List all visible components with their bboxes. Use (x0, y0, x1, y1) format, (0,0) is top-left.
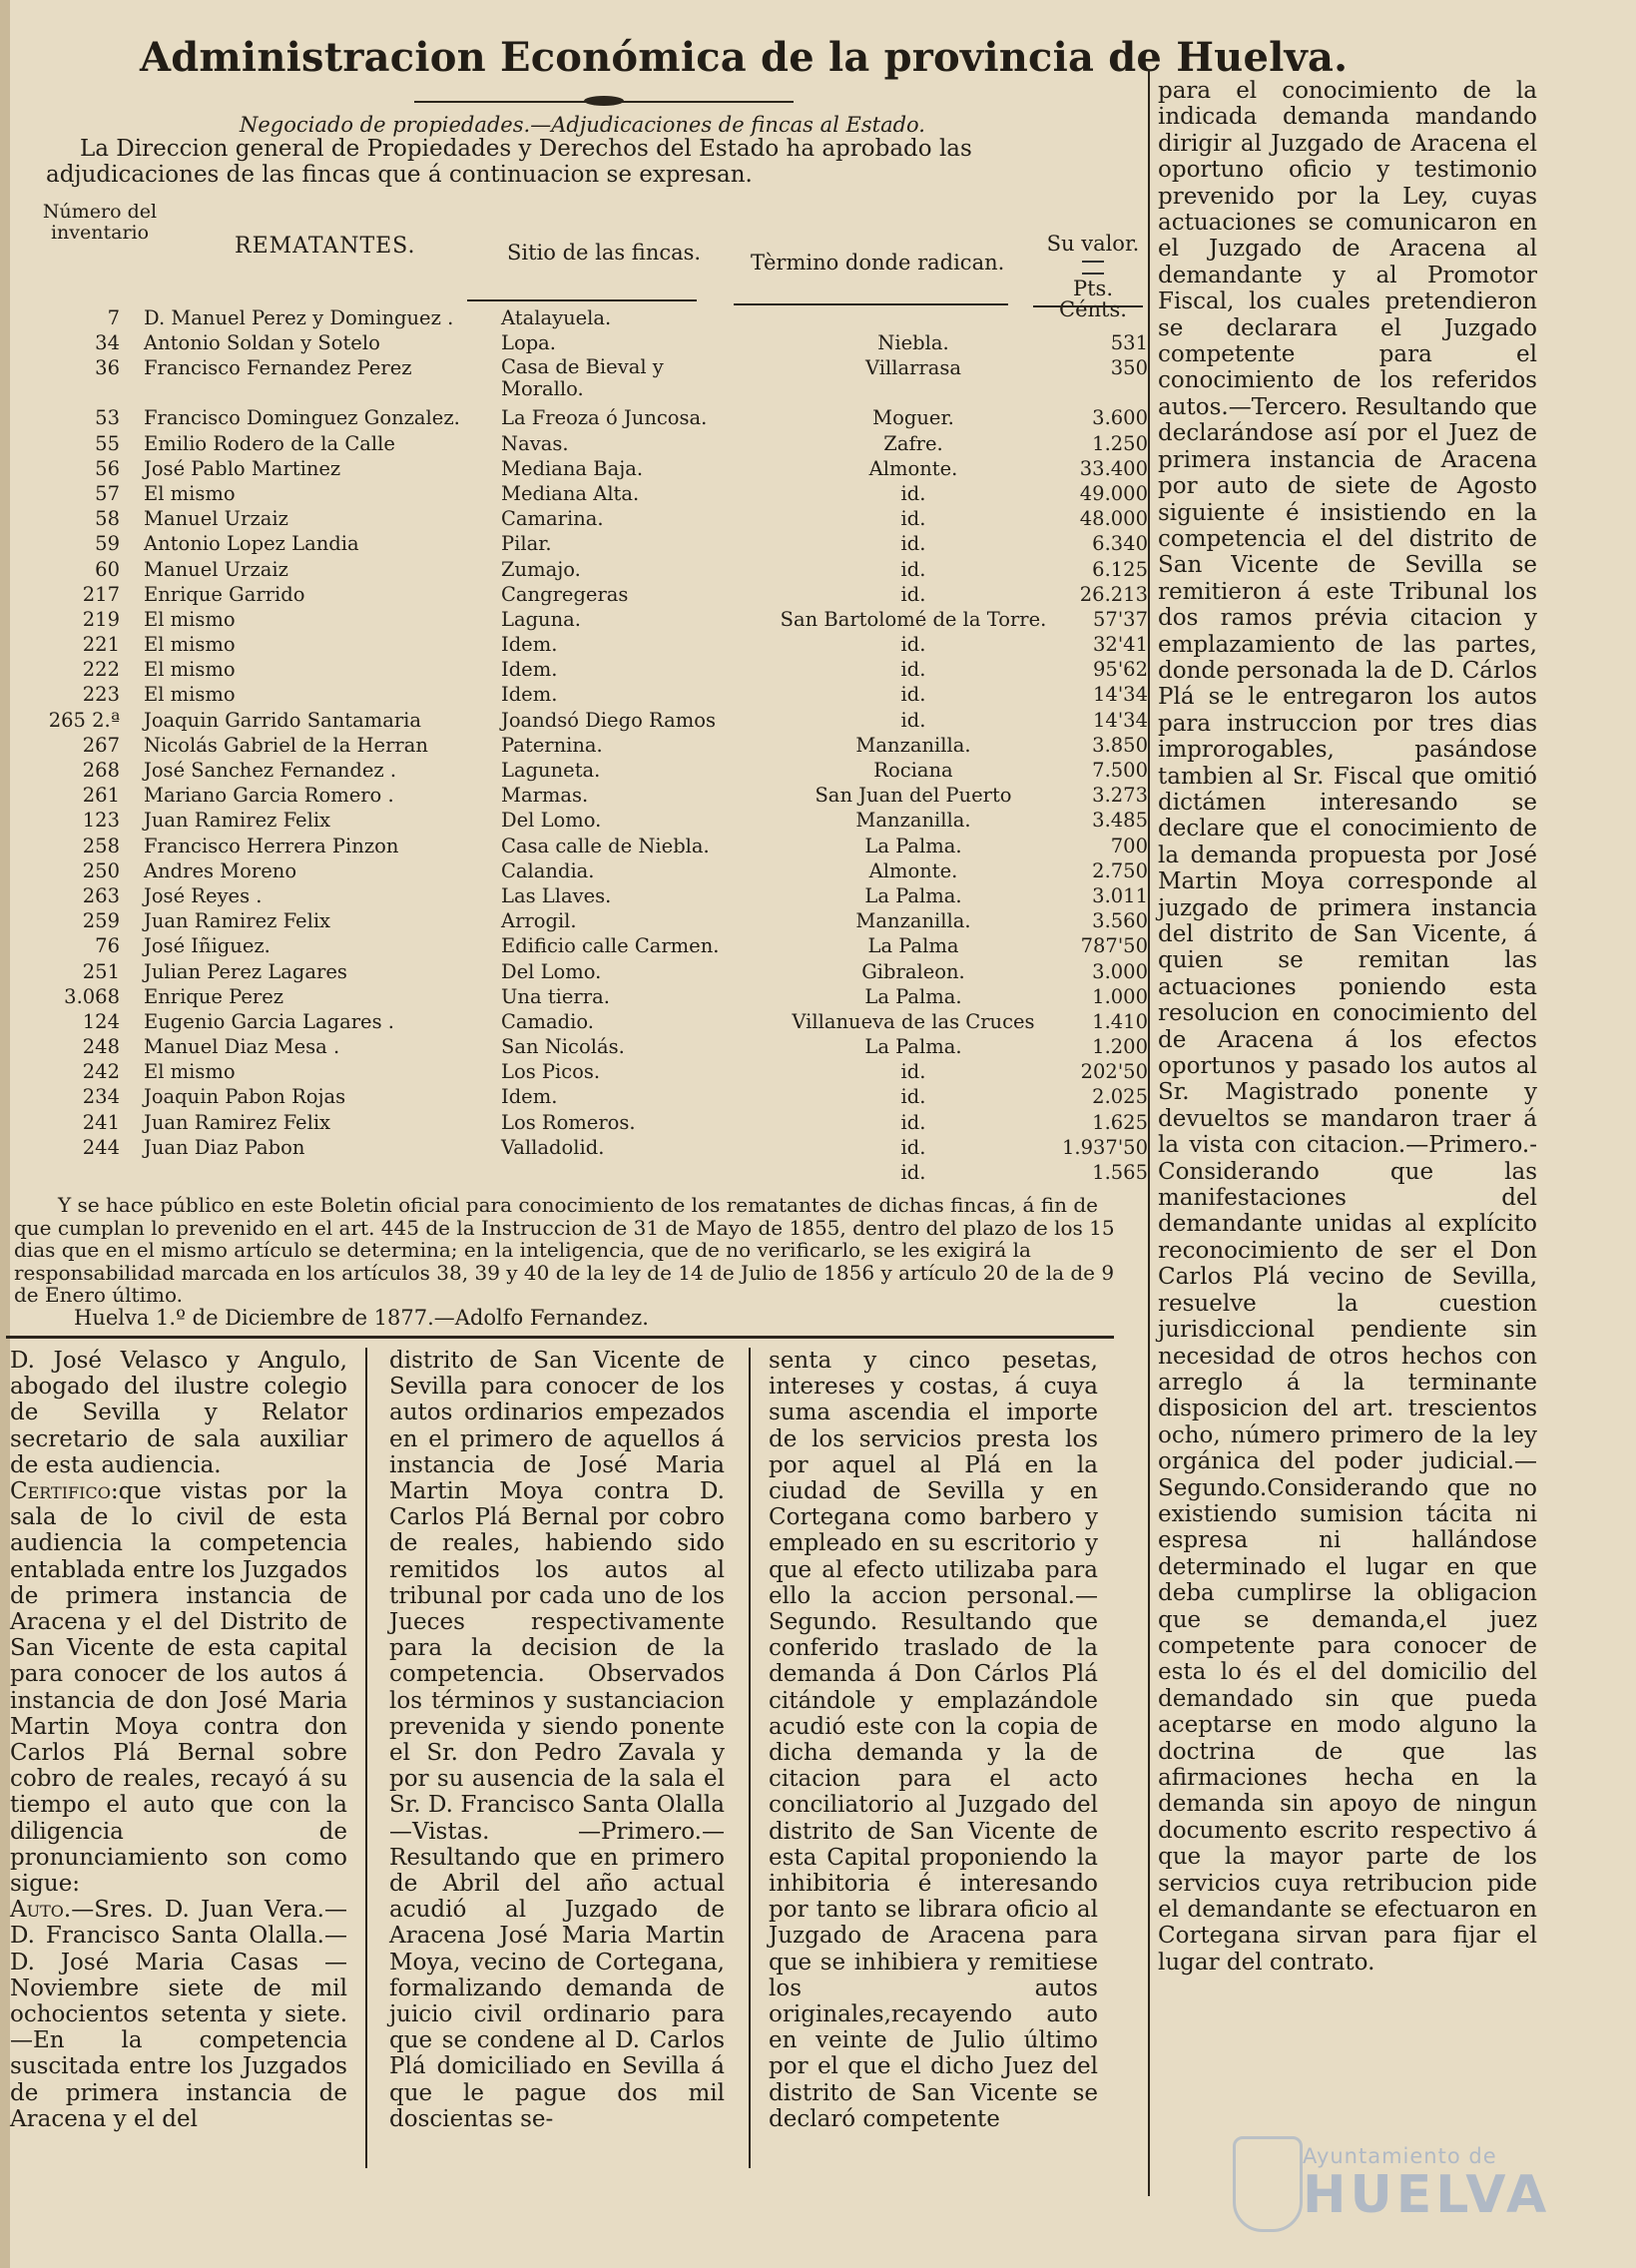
finca-site: Navas. (501, 431, 569, 455)
table-row (40, 331, 1158, 356)
rematante-name: El mismo (144, 1060, 236, 1084)
table-row (40, 482, 1158, 507)
finca-value: 1.250 (1092, 431, 1148, 455)
inventory-number: 217 (82, 582, 120, 606)
finca-value: 700 (1110, 834, 1148, 857)
inventory-number: 56 (95, 456, 120, 480)
table-row (40, 406, 1158, 431)
table-row (40, 1010, 1158, 1035)
rematante-name: Juan Ramirez Felix (144, 809, 331, 833)
rematante-name: El mismo (144, 633, 236, 657)
rematante-name: Andres Moreno (144, 858, 297, 882)
municipality: La Palma. (864, 984, 962, 1008)
finca-site: Pilar. (501, 532, 552, 556)
finca-site: Valladolid. (501, 1135, 605, 1159)
table-row (40, 306, 1158, 331)
rematante-name: Eugenio Garcia Lagares . (144, 1009, 395, 1033)
table-row (40, 934, 1158, 959)
municipality: Villarrasa (865, 356, 961, 380)
finca-value: 95'62 (1093, 658, 1148, 682)
article-column-1 (10, 1348, 347, 2132)
finca-value: 1.200 (1092, 1035, 1148, 1059)
municipality: Niebla. (877, 331, 949, 355)
finca-site: Paternina. (501, 733, 603, 757)
inventory-number: 250 (82, 858, 120, 882)
table-row (40, 583, 1158, 608)
inventory-number: 7 (107, 306, 120, 329)
municipality: id. (900, 708, 926, 732)
rematante-name: Juan Ramirez Felix (144, 1110, 331, 1134)
rematante-name: El mismo (144, 683, 236, 707)
inventory-number: 219 (82, 607, 120, 631)
municipality: La Palma. (864, 834, 962, 857)
valor-units: Pts. Cénts. (1059, 277, 1127, 321)
municipality: id. (900, 633, 926, 657)
rematante-name: Emilio Rodero de la Calle (144, 431, 395, 455)
rematante-name: Enrique Garrido (144, 582, 305, 606)
article-heading: D. José Velasco y Angulo, abogado del ilustre colegio de Sevilla y Relator secretario de sala auxiliar de esta audiencia. (10, 1348, 347, 1478)
finca-value: 14'34 (1093, 708, 1148, 732)
finca-value: 3.560 (1092, 909, 1148, 933)
column-header-rematantes: REMATANTES. (235, 234, 416, 259)
finca-value: 7.500 (1092, 759, 1148, 782)
inventory-number: 58 (95, 507, 120, 531)
table-row (40, 1060, 1158, 1085)
finca-value: 26.213 (1079, 582, 1148, 606)
table-row (40, 608, 1158, 633)
rematante-name: Manuel Urzaiz (144, 507, 288, 531)
rematante-name: Francisco Herrera Pinzon (144, 834, 399, 857)
inventory-number: 222 (82, 658, 120, 682)
inventory-number: 263 (82, 883, 120, 907)
municipality: Manzanilla. (855, 733, 971, 757)
rematante-name: Nicolás Gabriel de la Herran (144, 733, 428, 757)
table-row (40, 683, 1158, 708)
column-header-sitio: Sitio de las fincas. (507, 241, 702, 265)
finca-site: Los Romeros. (501, 1110, 636, 1134)
rematante-name: Joaquin Garrido Santamaria (144, 708, 422, 732)
municipality: id. (900, 507, 926, 531)
finca-site: La Freoza ó Juncosa. (501, 406, 708, 430)
table-row (40, 1035, 1158, 1060)
rematante-name: José Pablo Martinez (144, 456, 341, 480)
rematante-name: El mismo (144, 481, 236, 505)
inventory-number: 265 2.ª (48, 708, 120, 732)
inventory-number: 76 (95, 934, 120, 958)
table-row (40, 532, 1158, 557)
table-row (40, 356, 1158, 406)
inventory-number: 34 (95, 331, 120, 355)
municipality: Villanueva de las Cruces (792, 1009, 1035, 1033)
municipality: Zafre. (883, 431, 943, 455)
intro-paragraph: La Direccion general de Propiedades y Derechos del Estado ha aprobado las adjudicaciones de las fincas que á continuacion se expresan. (46, 136, 972, 188)
inventory-number: 259 (82, 909, 120, 933)
table-row (40, 432, 1158, 457)
municipality: id. (900, 481, 926, 505)
finca-site: Mediana Baja. (501, 456, 644, 480)
rematante-name: Manuel Diaz Mesa . (144, 1035, 340, 1059)
rematante-name: Mariano Garcia Romero . (144, 784, 394, 808)
inventory-number: 268 (82, 759, 120, 782)
municipality: La Palma (867, 934, 959, 958)
finca-value: 1.937'50 (1062, 1135, 1148, 1159)
table-row (40, 734, 1158, 759)
finca-site: Laguna. (501, 607, 581, 631)
finca-value: 57'37 (1093, 607, 1148, 631)
finca-site: Atalayuela. (501, 306, 612, 329)
article-text: —Sres. D. Juan Vera.—D. Francisco Santa Olalla.—D. José Maria Casas —Noviembre siete de mil ochocientos setenta y siete.—En la competencia suscitada entre los Juzgados de primera instancia de Aracena y el del (10, 1897, 347, 2132)
inventory-number: 242 (82, 1060, 120, 1084)
article-column-3 (769, 1348, 1098, 2132)
municipality: Almonte. (868, 456, 958, 480)
rematante-name: Joaquin Pabon Rojas (144, 1085, 346, 1109)
inventory-number: 60 (95, 557, 120, 581)
rematante-name: D. Manuel Perez y Dominguez . (144, 306, 454, 329)
finca-value: 3.850 (1092, 733, 1148, 757)
finca-site: Idem. (501, 633, 558, 657)
finca-site: Una tierra. (501, 984, 610, 1008)
finca-value: 6.125 (1092, 557, 1148, 581)
municipality: La Palma. (864, 1035, 962, 1059)
finca-value: 33.400 (1079, 456, 1148, 480)
finca-value: 3.485 (1092, 809, 1148, 833)
finca-site: Del Lomo. (501, 959, 602, 983)
inventory-number: 251 (82, 959, 120, 983)
finca-value: 1.625 (1092, 1110, 1148, 1134)
signature-line: Huelva 1.º de Diciembre de 1877.—Adolfo Fernandez. (74, 1306, 649, 1330)
finca-value: 1.565 (1092, 1161, 1148, 1184)
inventory-number: 267 (82, 733, 120, 757)
city-seal-watermark-icon (1233, 2136, 1303, 2232)
finca-value: 531 (1110, 331, 1148, 355)
municipality: Gibraleon. (861, 959, 965, 983)
municipality: id. (900, 683, 926, 707)
rematante-name: Juan Diaz Pabon (144, 1135, 305, 1159)
notice-paragraph: Y se hace público en este Boletin oficial para conocimiento de los rematantes de dichas fincas, á fin de que cumplan lo prevenido en el art. 445 de la Instruccion de 31 de Mayo de 1855, dentro del plazo de los 15 dias que en el mismo artículo se determina; en la inteligencia, que de no verificarlo, se les exigirá la responsabilidad marcada en los artículos 38, 39 y 40 de la ley de 14 de Julio de 1856 y artículo 20 de la de 9 de Enero último. (14, 1193, 1115, 1307)
rematante-name: José Iñiguez. (144, 934, 271, 958)
municipality: id. (900, 1110, 926, 1134)
table-row (40, 784, 1158, 809)
finca-site: Edificio calle Carmen. (501, 934, 720, 958)
inventory-number: 124 (82, 1009, 120, 1033)
table-row (40, 633, 1158, 658)
article-column-2 (389, 1348, 725, 2132)
inventory-number: 223 (82, 683, 120, 707)
municipality: Rociana (873, 759, 953, 782)
municipality: id. (900, 1135, 926, 1159)
finca-value: 14'34 (1093, 683, 1148, 707)
finca-site: Del Lomo. (501, 809, 602, 833)
section-divider (6, 1336, 1114, 1339)
lead-word: Auto. (10, 1897, 72, 1924)
table-row (40, 859, 1158, 884)
municipality: San Bartolomé de la Torre. (780, 607, 1047, 631)
inventory-number: 221 (82, 633, 120, 657)
table-row (40, 558, 1158, 583)
article-text: que vistas por la sala de lo civil de esta audiencia la competencia entablada entre los Juzgados de primera instancia de Aracena y el del Distrito de San Vicente de esta capital para conocer de los autos á instancia de don José Maria Martin Moya contra don Carlos Plá Bernal sobre cobro de reales, recayó á su tiempo el auto que con la diligencia de pronunciamiento son como sigue: (10, 1478, 347, 1898)
article-paragraph (10, 1897, 347, 2132)
table-row (40, 457, 1158, 482)
finca-site: Laguneta. (501, 759, 601, 782)
finca-value: 3.011 (1092, 883, 1148, 907)
article-text: distrito de San Vicente de Sevilla para conocer de los autos ordinarios empezados en el primero de aquellos á instancia de José Maria Martin Moya contra D. Carlos Plá Bernal por cobro de reales, habiendo sido remitidos los autos al tribunal por cada uno de los Jueces respectivamente para la decision de la competencia. Observados los términos y sustanciacion prevenida y siendo ponente el Sr. don Pedro Zavala y por su ausencia de la sala el Sr. D. Francisco Santa Olalla —Vistas. —Primero.—Resultando que en primero de Abril del año actual acudió al Juzgado de Aracena José Maria Martin Moya, vecino de Cortegana, formalizando demanda de juicio civil ordinario para que se condene al D. Carlos Plá domiciliado en Sevilla á que le pague dos mil doscientas se- (389, 1348, 725, 2132)
finca-value: 1.000 (1092, 984, 1148, 1008)
municipality: id. (900, 658, 926, 682)
article-text: para el conocimiento de la indicada demanda mandando dirigir al Juzgado de Aracena el oportuno oficio y testimonio prevenido por la Ley, cuyas actuaciones se comunicaron en el Juzgado de Aracena al demandante y al Promotor Fiscal, los cuales pretendieron se declarara el Juzgado competente para el conocimiento de los referidos autos.—Tercero. Resultando que declarándose así por el Juez de primera instancia de Aracena por auto de siete de Agosto siguiente é insistiendo en la competencia el del distrito de San Vicente de Sevilla se remitieron á este Tribunal los dos ramos prévia citacion y emplazamiento de las partes, donde personada la de D. Cárlos Plá se le entregaron los autos para instruccion por tres dias improrogables, pasándose tambien al Sr. Fiscal que omitió dictámen interesando se declare que el conocimiento de la demanda propuesta por José Martin Moya corresponde al juzgado de primera instancia del distrito de San Vicente, á quien se remitan las actuaciones poniendo esta resolucion en conocimiento del de Aracena á los efectos oportunos y pasado los autos al Sr. Magistrado ponente y devueltos se mandaron traer á la vista con citacion.—Primero.-Considerando que las manifestaciones del demandante unidas al explícito reconocimiento de ser el Don Carlos Plá vecino de Sevilla, resuelve la cuestion jurisdiccional pendiente sin necesidad de otros hechos con arreglo á la terminante disposicion del art. trescientos ocho, número primero de la ley orgánica del poder judicial.—Segundo.Considerando que no existiendo sumision tácita ni espresa ni hallándose determinado el lugar en que deba cumplirse la obligacion que se demanda,el juez competente para conocer de esta lo és el del domicilio del demandado sin que pueda aceptarse en modo alguno la doctrina de que las afirmaciones hecha en la demanda sin apoyo de ningun documento escrito respectivo á que la mayor parte de los servicios cuya retribucion pide el demandante se efectuaron en Cortegana sirvan para fijar el lugar del contrato. (1158, 78, 1537, 1976)
table-row (40, 658, 1158, 683)
rematante-name: José Reyes . (144, 883, 263, 907)
finca-site: Los Picos. (501, 1060, 601, 1084)
section-subhead: Negociado de propiedades.—Adjudicaciones de fincas al Estado. (240, 113, 925, 137)
municipality: Manzanilla. (855, 809, 971, 833)
table-row (40, 709, 1158, 734)
table-row (40, 759, 1158, 784)
adjudication-table (40, 306, 1158, 1186)
article-column-right (1158, 78, 1537, 1976)
inventory-number: 57 (95, 481, 120, 505)
finca-value: 3.273 (1092, 784, 1148, 808)
municipality: Moguer. (872, 406, 954, 430)
finca-site: Idem. (501, 658, 558, 682)
finca-site: Cangregeras (501, 582, 629, 606)
finca-value: 6.340 (1092, 532, 1148, 556)
finca-site: Zumajo. (501, 557, 581, 581)
municipality: id. (900, 557, 926, 581)
municipality: id. (900, 1060, 926, 1084)
finca-site: Las Llaves. (501, 883, 612, 907)
inventory-number: 59 (95, 532, 120, 556)
inventory-number: 258 (82, 834, 120, 857)
table-row (40, 507, 1158, 532)
municipality: San Juan del Puerto (815, 784, 1012, 808)
header-rule (467, 299, 697, 301)
finca-value: 3.000 (1092, 959, 1148, 983)
watermark (1303, 2144, 1551, 2225)
municipality: id. (900, 532, 926, 556)
finca-site: Lopa. (501, 331, 556, 355)
valor-label: Su valor. (1046, 232, 1140, 256)
finca-site: Joandsó Diego Ramos (501, 708, 716, 732)
finca-value: 202'50 (1080, 1060, 1148, 1084)
article-paragraph (10, 1478, 347, 1897)
column-rule (1148, 70, 1150, 2196)
table-row (40, 884, 1158, 909)
column-header-termino: Tèrmino donde radican. (751, 251, 1005, 275)
article-text: senta y cinco pesetas, intereses y costas, á cuya suma ascendia el importe de los servicios presta los por aquel al Plá en la ciudad de Sevilla y en Cortegana como barbero y empleado en su escritorio y que al efecto utilizaba para ello la accion personal.—Segundo. Resultando que conferido traslado de la demanda á Don Cárlos Plá citándole y emplazándole acudió este con la copia de dicha demanda y la de citacion para el acto conciliatorio al Juzgado del distrito de San Vicente de esta Capital proponiendo la inhibitoria é interesando por tanto se librara oficio al Juzgado de Aracena para que se inhibiera y remitiese los autos originales,recayendo auto en veinte de Julio último por el que el dicho Juez del distrito de San Vicente se declaró competente (769, 1348, 1098, 2132)
finca-value: 48.000 (1079, 507, 1148, 531)
rematante-name: Antonio Soldan y Sotelo (144, 331, 380, 355)
rematante-name: Manuel Urzaiz (144, 557, 288, 581)
inventory-number: 244 (82, 1135, 120, 1159)
inventory-number: 248 (82, 1035, 120, 1059)
rematante-name: Francisco Fernandez Perez (144, 356, 412, 380)
inventory-number: 261 (82, 784, 120, 808)
watermark-small: Ayuntamiento de (1303, 2144, 1497, 2168)
municipality: id. (900, 1085, 926, 1109)
header-rule (734, 303, 1008, 305)
finca-site: Camarina. (501, 507, 604, 531)
table-row (40, 1085, 1158, 1110)
inventory-number: 53 (95, 406, 120, 430)
table-row (40, 1161, 1158, 1186)
column-header-number: Número del inventario (42, 201, 158, 244)
lead-word: Certifico: (10, 1478, 119, 1505)
inventory-number: 55 (95, 431, 120, 455)
column-rule (749, 1348, 751, 2168)
finca-site: Arrogil. (501, 909, 577, 933)
table-row (40, 1136, 1158, 1161)
inventory-number: 3.068 (64, 984, 120, 1008)
column-rule (365, 1348, 367, 2168)
table-row (40, 960, 1158, 985)
finca-site: San Nicolás. (501, 1035, 625, 1059)
municipality: id. (900, 582, 926, 606)
finca-value: 350 (1110, 356, 1148, 380)
rematante-name: El mismo (144, 658, 236, 682)
rematante-name: José Sanchez Fernandez . (144, 759, 397, 782)
page-edge (0, 0, 10, 2268)
finca-value: 3.600 (1092, 406, 1148, 430)
rematante-name: Antonio Lopez Landia (144, 532, 359, 556)
municipality: Manzanilla. (855, 909, 971, 933)
table-row (40, 835, 1158, 859)
finca-site: Mediana Alta. (501, 481, 640, 505)
rematante-name: El mismo (144, 607, 236, 631)
finca-value: 787'50 (1080, 934, 1148, 958)
rematante-name: Juan Ramirez Felix (144, 909, 331, 933)
inventory-number: 241 (82, 1110, 120, 1134)
finca-value: 32'41 (1093, 633, 1148, 657)
finca-site: Casa de Bieval y Morallo. (501, 355, 664, 401)
finca-site: Idem. (501, 1085, 558, 1109)
watermark-big: HUELVA (1303, 2165, 1551, 2225)
finca-value: 49.000 (1079, 481, 1148, 505)
table-row (40, 809, 1158, 834)
title-ornament (414, 100, 794, 104)
rematante-name: Enrique Perez (144, 984, 284, 1008)
finca-site: Marmas. (501, 784, 589, 808)
finca-site: Camadio. (501, 1009, 594, 1033)
table-row (40, 985, 1158, 1010)
rematante-name: Francisco Dominguez Gonzalez. (144, 406, 460, 430)
finca-value: 2.025 (1092, 1085, 1148, 1109)
municipality: La Palma. (864, 883, 962, 907)
finca-site: Casa calle de Niebla. (501, 834, 710, 857)
page-title: Administracion Económica de la provincia de Huelva. (140, 34, 1349, 81)
finca-value: 1.410 (1092, 1009, 1148, 1033)
inventory-number: 36 (95, 356, 120, 380)
finca-site: Calandia. (501, 858, 595, 882)
finca-site: Idem. (501, 683, 558, 707)
inventory-number: 234 (82, 1085, 120, 1109)
table-row (40, 1111, 1158, 1136)
rematante-name: Julian Perez Lagares (144, 959, 347, 983)
municipality: id. (900, 1161, 926, 1184)
finca-value: 2.750 (1092, 858, 1148, 882)
municipality: Almonte. (868, 858, 958, 882)
equals-rule (1082, 261, 1104, 275)
table-row (40, 909, 1158, 934)
inventory-number: 123 (82, 809, 120, 833)
